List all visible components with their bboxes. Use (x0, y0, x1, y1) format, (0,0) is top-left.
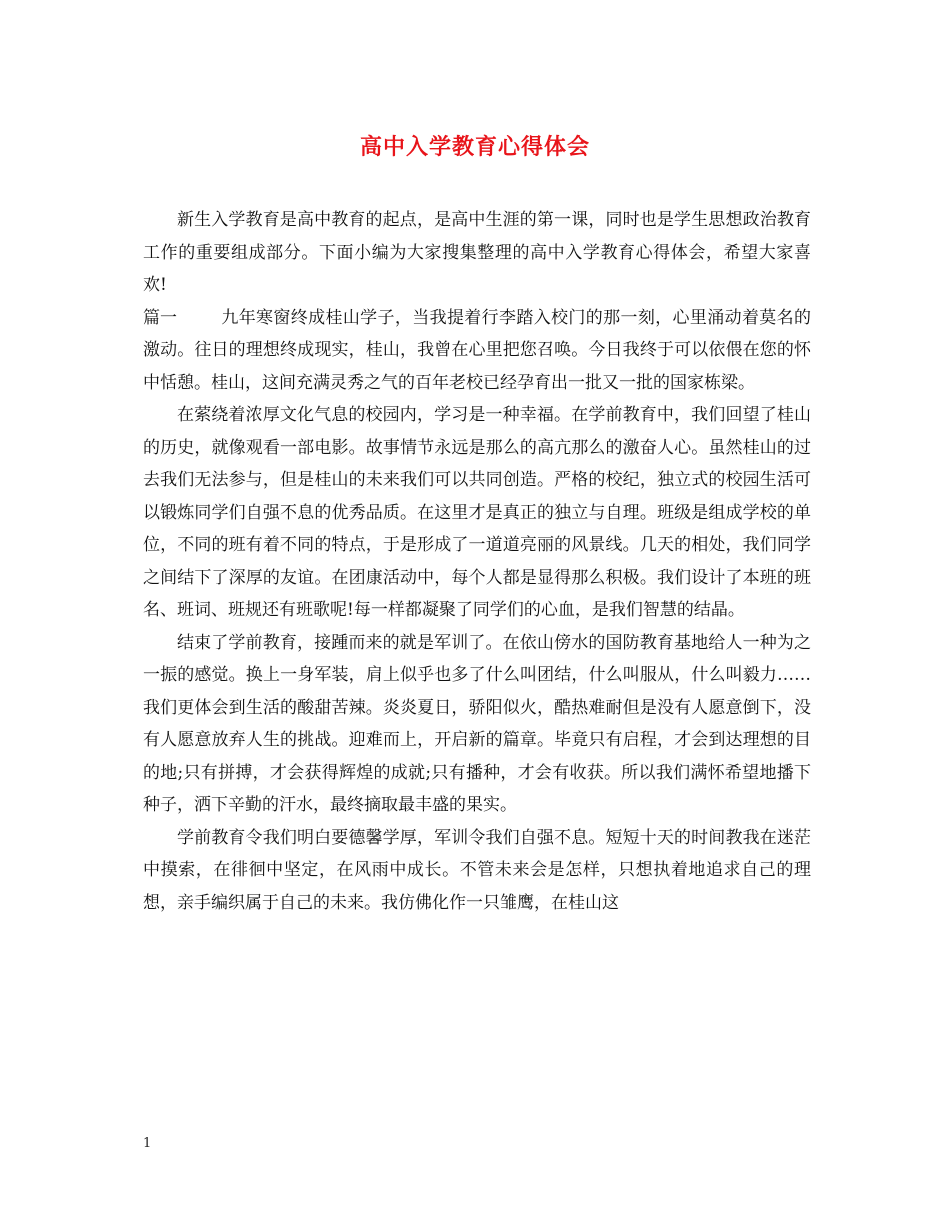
body-paragraph: 学前教育令我们明白要德馨学厚，军训令我们自强不息。短短十天的时间教我在迷茫中摸索，在徘徊中坚定，在风雨中成长。不管未来会是怎样，只想执着地追求自己的理想，亲手编织属于自己的未来。我仿佛化作一只雏鹰，在桂山这 (143, 827, 811, 913)
section-label: 篇一 (143, 307, 177, 328)
document-body (143, 204, 811, 919)
document-title: 高中入学教育心得体会 (359, 134, 590, 160)
section-first-paragraph-block (143, 302, 811, 400)
body-paragraph: 结束了学前教育，接踵而来的就是军训了。在依山傍水的国防教育基地给人一种为之一振的感觉。换上一身军装，肩上似乎也多了什么叫团结，什么叫服从，什么叫毅力……我们更体会到生活的酸甜苦辣。炎炎夏日，骄阳似火，酷热难耐但是没有人愿意倒下，没有人愿意放弃人生的挑战。迎难而上，开启新的篇章。毕竟只有启程，才会到达理想的目的地;只有拼搏，才会获得辉煌的成就;只有播种，才会有收获。所以我们满怀希望地播下种子，洒下辛勤的汗水，最终摘取最丰盛的果实。 (143, 632, 811, 815)
intro-paragraph: 新生入学教育是高中教育的起点，是高中生涯的第一课，同时也是学生思想政治教育工作的重要组成部分。下面小编为大家搜集整理的高中入学教育心得体会，希望大家喜欢! (143, 210, 811, 295)
section-first-paragraph: 九年寒窗终成桂山学子，当我提着行李踏入校门的那一刻，心里涌动着莫名的激动。往日的理想终成现实，桂山，我曾在心里把您召唤。今日我终于可以依偎在您的怀中恬憩。桂山，这间充满灵秀之气的百年老校已经孕育出一批又一批的国家栋梁。 (143, 307, 811, 393)
body-paragraph: 在萦绕着浓厚文化气息的校园内，学习是一种幸福。在学前教育中，我们回望了桂山的历史，就像观看一部电影。故事情节永远是那么的高亢那么的激奋人心。虽然桂山的过去我们无法参与，但是桂山的未来我们可以共同创造。严格的校纪，独立式的校园生活可以锻炼同学们自强不息的优秀品质。在这里才是真正的独立与自理。班级是组成学校的单位，不同的班有着不同的特点，于是形成了一道道亮丽的风景线。几天的相处，我们同学之间结下了深厚的友谊。在团康活动中，每个人都是显得那么积极。我们设计了本班的班名、班词、班规还有班歌呢!每一样都凝聚了同学们的心血，是我们智慧的结晶。 (143, 405, 811, 620)
page-number: 1 (143, 1136, 152, 1151)
